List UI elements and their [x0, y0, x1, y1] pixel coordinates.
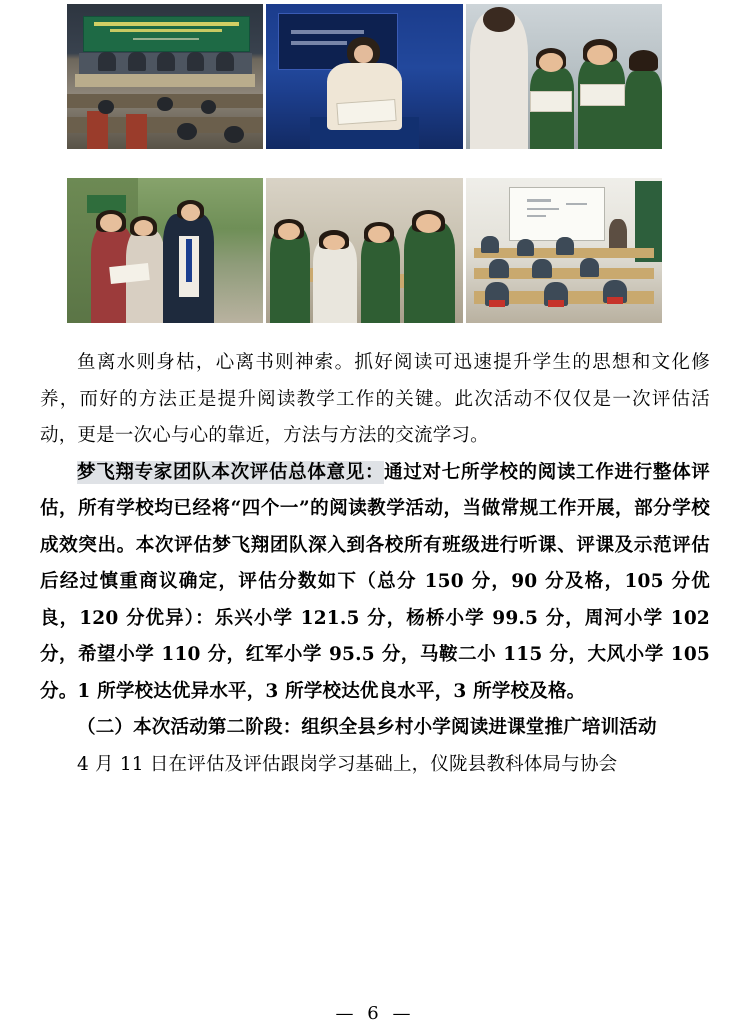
paragraph-april-eleven: 4 月 11 日在评估及评估跟岗学习基础上，仪陇县教科体局与协会 [77, 753, 618, 775]
highlighted-lead: 梦飞翔专家团队本次评估总体意见： [77, 461, 385, 483]
evaluation-body: 通过对七所学校的阅读工作进行整体评估，所有学校均已经将“四个一”的阅读教学活动，当做常规工作开展，部分学校成效突出。本次评估梦飞翔团队深入到各校所有班级进行听课、评课及示范评估后经过慎重商议确定，评估分数如下（总分 150 分，90 分及格，105 分优良，120 分优异）：乐兴小学 121.5 分，杨桥小学 99.5 分，周河小学 102 分，希望小学 110 分，红军小学 95.5 分，马鞍二小 115 分，大风小学 105 分。1 所学校达优异水平，3 所学校达优良水平，3 所学校及格。 [40, 461, 711, 702]
paragraph-stage-two: （二）本次活动第二阶段：组织全县乡村小学阅读进课堂推广培训活动 [77, 717, 657, 738]
document-page [0, 4, 750, 1036]
paragraph-evaluation [40, 455, 710, 711]
article-body [40, 345, 710, 783]
photo-conference-hall [67, 4, 263, 149]
page-number: — 6 — [335, 1003, 415, 1024]
head-table [75, 74, 256, 87]
open-book [336, 99, 396, 125]
photo-classroom-back [466, 178, 662, 323]
photo-students-books [466, 4, 662, 149]
whiteboard [509, 187, 605, 241]
photo-strip-top [67, 4, 662, 149]
projection-screen [278, 13, 398, 70]
photo-children-desks [266, 178, 462, 323]
photo-teacher-reading [266, 4, 462, 149]
photo-strip-bottom [67, 178, 662, 323]
photo-teachers-outdoor [67, 178, 263, 323]
paragraph-intro: 鱼离水则身枯，心离书则神索。抓好阅读可迅速提升学生的思想和文化修养，而好的方法正是提升阅读教学工作的关键。此次活动不仅仅是一次评估活动，更是一次心与心的靠近，方法与方法的交流学习。 [40, 352, 710, 446]
stage-banner [83, 16, 250, 53]
